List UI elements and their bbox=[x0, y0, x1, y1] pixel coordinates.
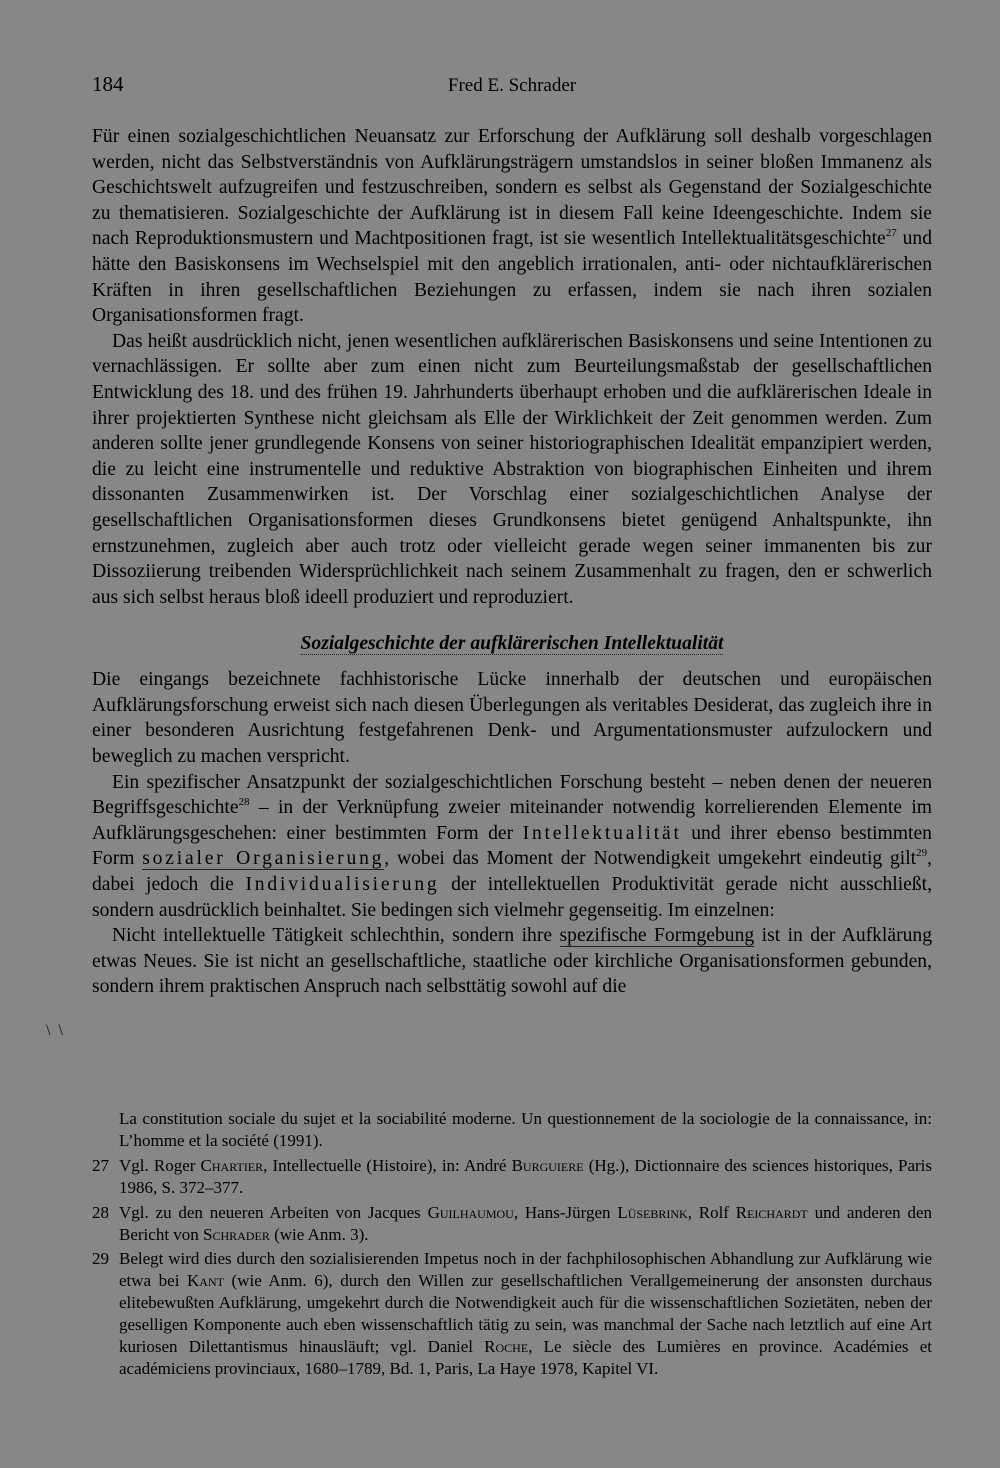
footnote-ref-29: 29 bbox=[916, 847, 928, 860]
footnote-27: 27 Vgl. Roger Chartier, Intellectuelle (Histoire), in: André Burguiere (Hg.), Dictionnaire des sciences historiques, Paris 1986, S. 372–377. bbox=[92, 1155, 932, 1197]
author-name: Guilhaumou bbox=[427, 1202, 514, 1222]
author-name: Kant bbox=[187, 1271, 224, 1291]
paragraph-5: Nicht intellektuelle Tätigkeit schlechthin, sondern ihre spezifische Formgebung ist in der Aufklärung etwas Neues. Sie ist nicht an gesellschaftliche, staatliche oder kirchliche Organisationsformen gebunden, sondern ihrem praktischen Anspruch nach selbsttätig sowohl auf die bbox=[92, 925, 932, 998]
author-name: Roche bbox=[484, 1337, 529, 1357]
footnote-continued: La constitution sociale du sujet et la sociabilité moderne. Un questionnement de la sociologie de la connaissance, in: L’homme et la société (1991). bbox=[119, 1109, 932, 1150]
footnote-29: 29 Belegt wird dies durch den sozialisierenden Impetus noch in der fachphilosophischen Abhandlung zur Aufklärung wie etwa bei Kant (wie Anm. 6), durch den Willen zur gesellschaftlichen Verallgemeinerung der ansonsten durchaus elitebewußten Aufklärung, umgekehrt durch die Notwendigkeit auch für die wissenschaftlichen Sozietäten, neben der geselligen Komponente auch eben wissenschaftlich tätig zu sein, was manchmal der Sache nach letztlich auf eine Art kuriosen Dilettantismus hinausläuft; vgl. Daniel Roche, Le siècle des Lumières en province. Académies et académiciens provinciaux, 1680–1789, Bd. 1, Paris, La Haye 1978, Kapitel VI. bbox=[92, 1249, 932, 1378]
author-name: Lüsebrink bbox=[617, 1202, 688, 1222]
emphasis-intellektualitaet: Intellektualität bbox=[522, 822, 682, 844]
author-name: Chartier bbox=[200, 1155, 264, 1175]
author-name: Burguiere bbox=[511, 1155, 584, 1175]
paragraph-1: Für einen sozialgeschichtlichen Neuansatz zur Erforschung der Aufklärung soll deshalb vorgeschlagen werden, nicht das Selbstverständnis von Aufklärungsträgern umstandslos in seiner bloßen Immanenz als Geschichtswelt aufzugreifen und festzuschreiben, sondern es selbst als Gegenstand der Sozialgeschichte zu thematisieren. Sozialgeschichte der Aufklärung ist in diesem Fall keine Ideengeschichte. Indem sie nach Reproduktionsmustern und Machtpositionen fragt, ist sie wesentlich Intellektualitätsgeschichte$^{27}$ und hätte den Basiskonsens im Wechselspiel mit den angeblich irrationalen, anti- oder nichtaufklärerischen Kräften in ihren gesellschaftlichen Beziehungen zu erfassen, indem sie nach ihren sozialen Organisationsformen fragt. bbox=[92, 126, 932, 327]
footnote-28: 28 Vgl. zu den neueren Arbeiten von Jacques Guilhaumou, Hans-Jürgen Lüsebrink, Rolf Reichardt und anderen den Bericht von Schrader (wie Anm. 3). bbox=[92, 1202, 932, 1244]
body-text bbox=[92, 124, 932, 1000]
running-title: Fred E. Schrader bbox=[447, 75, 577, 96]
author-name: Schrader bbox=[203, 1224, 270, 1244]
author-name: Reichardt bbox=[735, 1202, 808, 1222]
margin-pencil-mark: \ \ bbox=[46, 1022, 65, 1039]
emphasis-formgebung: spezifische Formgebung bbox=[559, 925, 755, 947]
paragraph-4: Ein spezifischer Ansatzpunkt der sozialgeschichtlichen Forschung besteht – neben denen der neueren Begriffsgeschichte$^{28}$ – in der Verknüpfung zweier miteinander notwendig korrelierenden Elemente im Aufklärungsgeschehen: einer bestimmten Form der Intellektualität und ihrer ebenso bestimmten Form sozialer Organisierung, wobei das Moment der Notwendigkeit umgekehrt eindeutig gilt$^{29}$, dabei jedoch die Individualisierung der intellektuellen Produktivität gerade nicht ausschließt, sondern ausdrücklich beinhaltet. Sie bedingen sich vielmehr gegenseitig. Im einzelnen: bbox=[92, 771, 932, 921]
emphasis-individualisierung: Individualisierung bbox=[245, 874, 440, 896]
footnote-ref-28: 28 bbox=[238, 796, 250, 809]
footnotes bbox=[92, 1108, 932, 1383]
footnote-ref-27: 27 bbox=[885, 227, 897, 240]
paragraph-2: Das heißt ausdrücklich nicht, jenen wesentlichen aufklärerischen Basiskonsens und seine Intentionen zu vernachlässigen. Er sollte aber zum einen nicht zum Beurteilungsmaßstab der gesellschaftlichen Entwicklung des 18. und des frühen 19. Jahrhunderts überhaupt erhoben und die aufklärerischen Ideale in ihrer projektierten Synthese nicht gleichsam als Elle der Wirklichkeit der Zeit genommen werden. Zum anderen sollte jener grundlegende Konsens von seiner historiographischen Idealität empanzipiert werden, die zu leicht eine instrumentelle und reduktive Abstraktion von biographischen Einheiten und ihrem dissonanten Zusammenwirken ist. Der Vorschlag einer sozialgeschichtlichen Analyse der gesellschaftlichen Organisationsformen dieses Grundkonsens bietet genügend Anhaltspunkte, ihn ernstzunehmen, zugleich aber auch trotz oder vielleicht gerade wegen seiner immanenten bis zur Dissoziierung treibenden Widersprüchlichkeit nach seinem Zusammenhalt zu fragen, den er schwerlich aus sich selbst heraus bloß ideell produziert und reproduziert. bbox=[92, 330, 932, 608]
running-head bbox=[92, 72, 932, 102]
page-number: 184 bbox=[92, 72, 124, 96]
section-heading: Sozialgeschichte der aufklärerischen Intellektualität bbox=[300, 633, 724, 655]
paragraph-3: Die eingangs bezeichnete fachhistorische Lücke innerhalb der deutschen und europäischen Aufklärungsforschung erweist sich nach diesen Überlegungen als veritables Desiderat, das zugleich ihre in einer besonderen Ausrichtung festgefahrenen Denk- und Argumentationsmuster aufzulockern und beweglich zu machen verspricht. bbox=[92, 669, 932, 768]
emphasis-sozialer-organisierung: sozialer Organisierung bbox=[142, 848, 385, 870]
